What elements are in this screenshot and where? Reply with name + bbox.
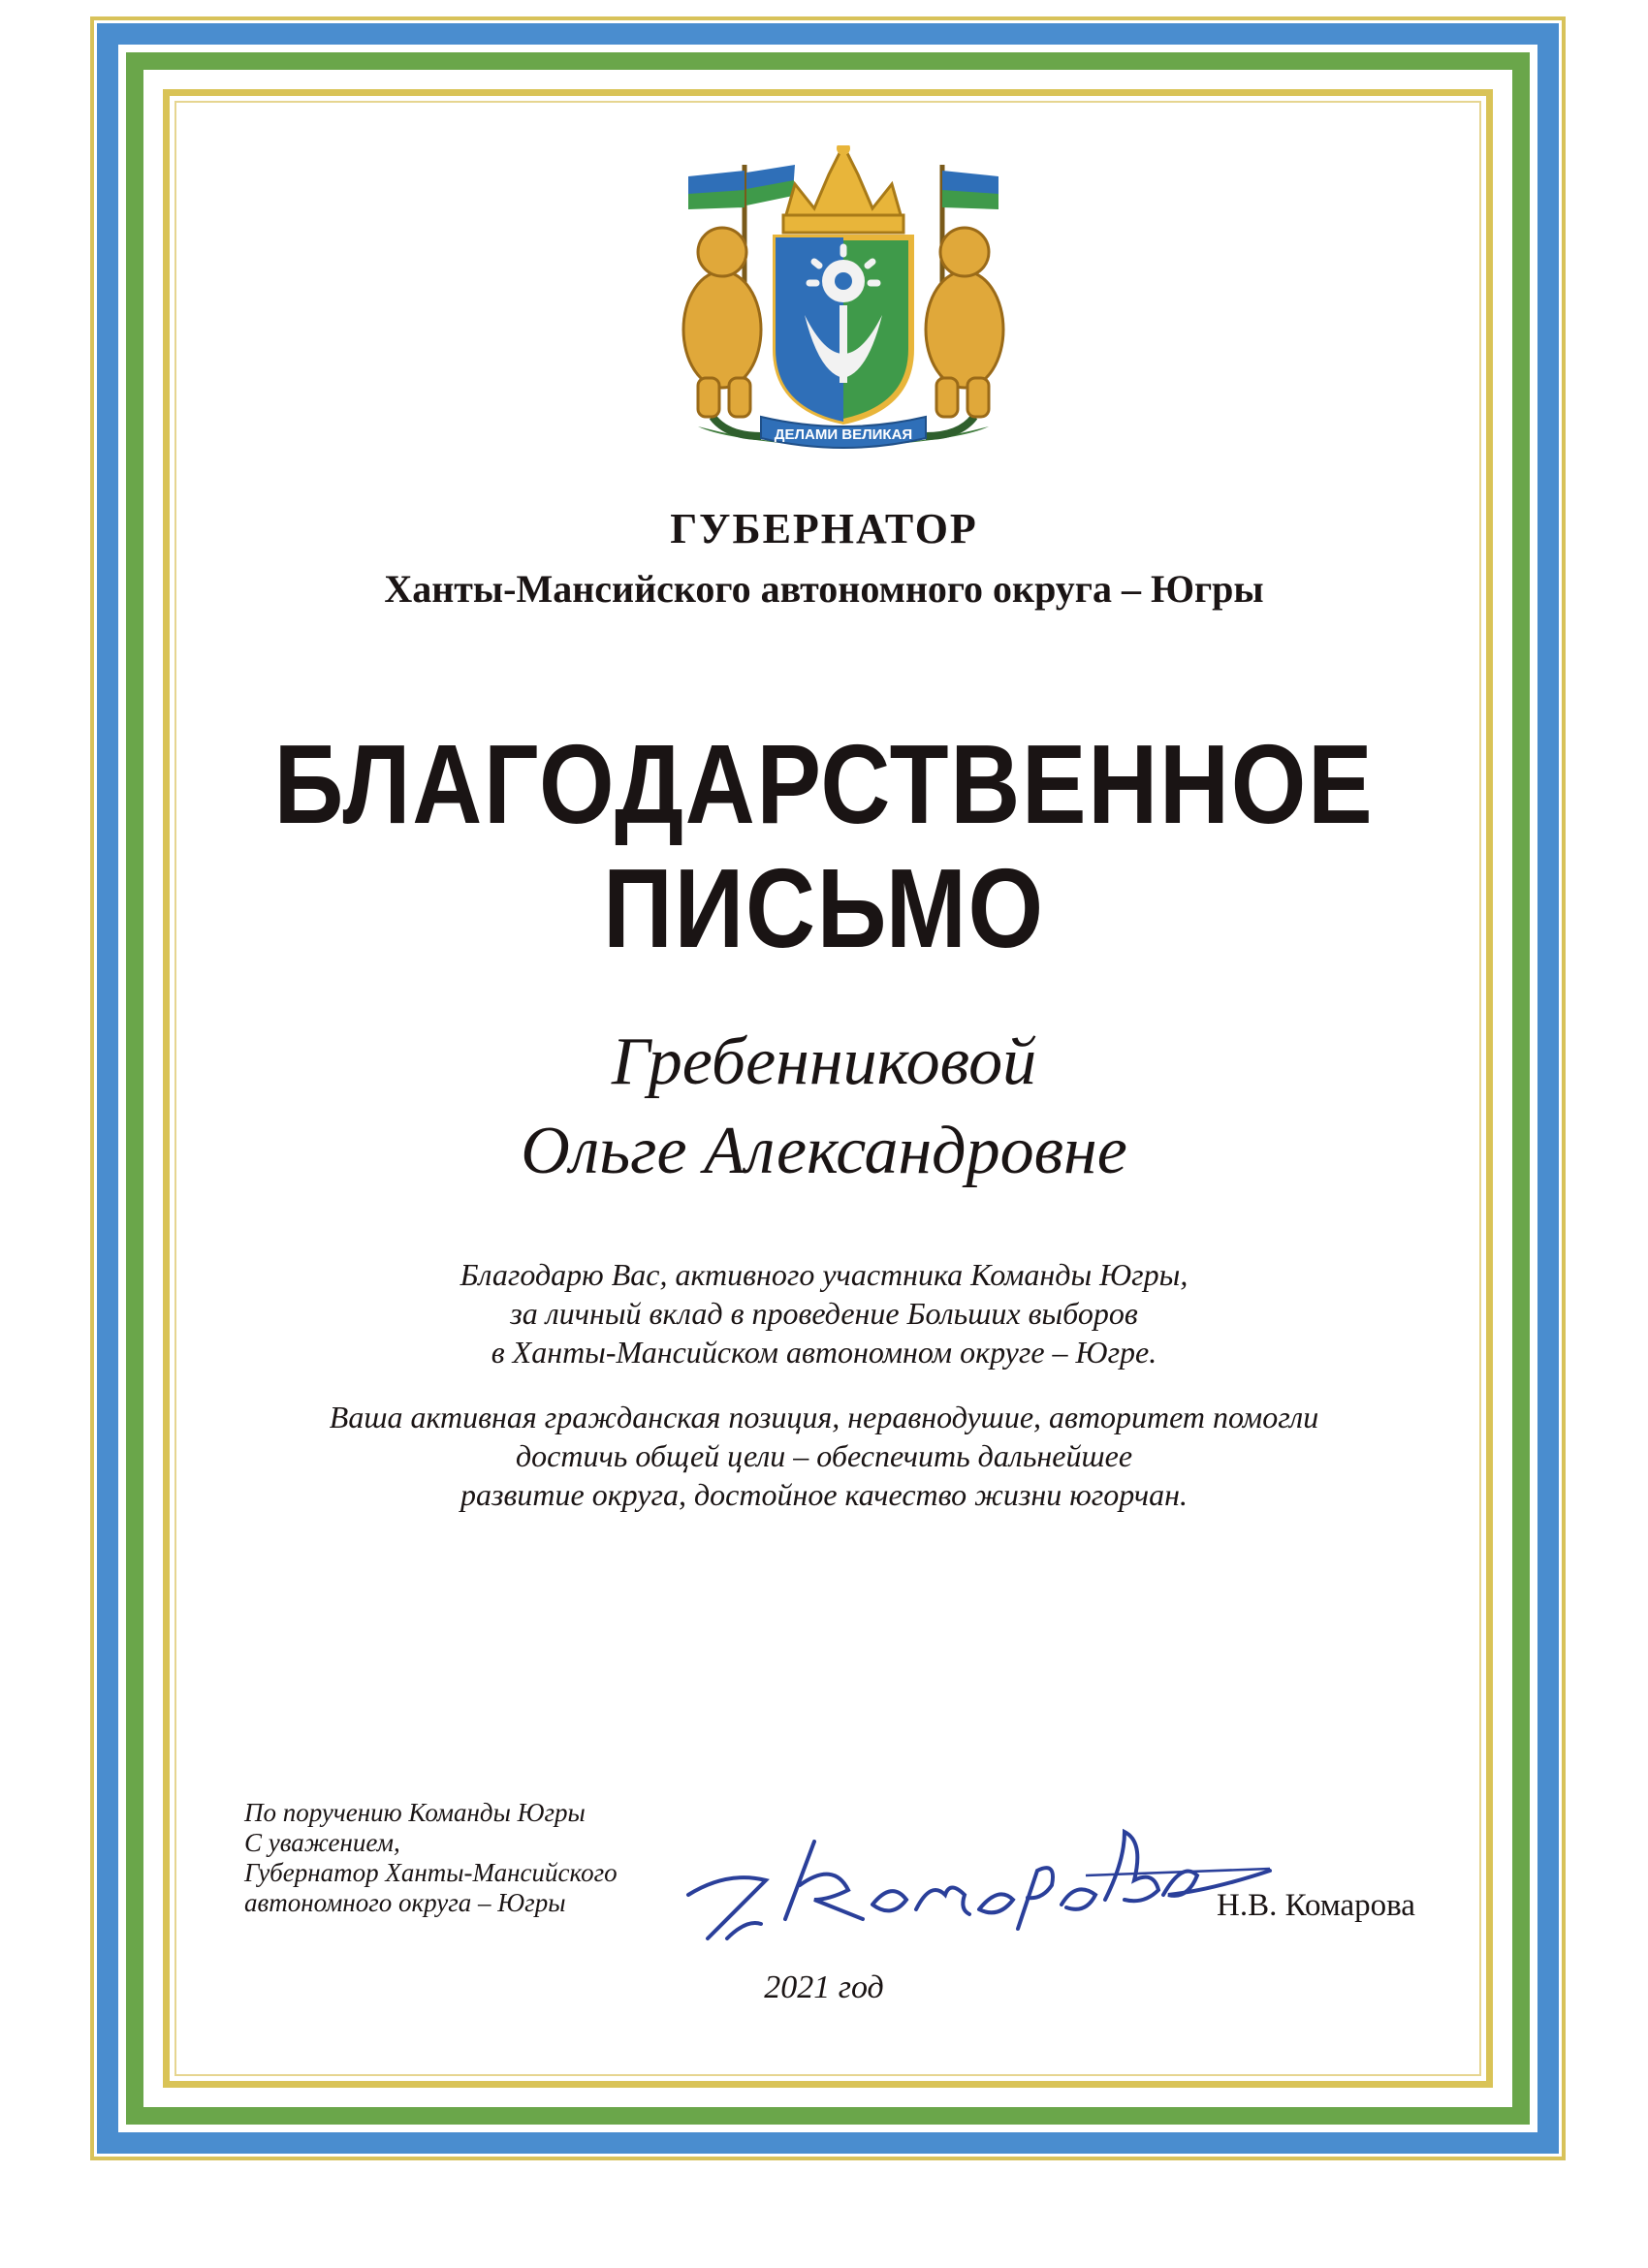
signature-line: Губернатор Ханты-Мансийского xyxy=(244,1858,618,1887)
body-line: Благодарю Вас, активного участника Команды Югры, xyxy=(460,1257,1188,1292)
signature-block xyxy=(244,1798,618,1918)
recipient-name xyxy=(0,1018,1648,1196)
recipient-surname: Гребенниковой xyxy=(611,1024,1037,1099)
governor-region: Ханты-Мансийского автономного округа – Югры xyxy=(384,567,1264,611)
signature-line: автономного округа – Югры xyxy=(244,1888,566,1917)
document-title-line1: БЛАГОДАРСТВЕННОЕ xyxy=(273,721,1375,847)
body-line: за личный вклад в проведение Больших выборов xyxy=(510,1296,1138,1331)
document-year: 2021 год xyxy=(764,1969,884,2005)
coat-of-arms-emblem xyxy=(669,145,1018,465)
body-line: развитие округа, достойное качество жизни югорчан. xyxy=(460,1477,1188,1512)
coat-of-arms-motto: ДЕЛАМИ ВЕЛИКАЯ xyxy=(774,426,913,443)
body-line: в Ханты-Мансийском автономном округе – Югре. xyxy=(491,1335,1157,1370)
recipient-given-name: Ольге Александровне xyxy=(521,1114,1127,1188)
body-line: достичь общей цели – обеспечить дальнейшее xyxy=(515,1438,1133,1473)
body-paragraph-1 xyxy=(0,1255,1648,1371)
signature-line: По поручению Команды Югры xyxy=(244,1798,586,1827)
body-line: Ваша активная гражданская позиция, неравнодушие, авторитет помогли xyxy=(329,1400,1319,1434)
signature-line: С уважением, xyxy=(244,1828,400,1857)
document-title xyxy=(115,722,1533,970)
body-paragraph-2 xyxy=(0,1398,1648,1514)
governor-title: ГУБЕРНАТОР xyxy=(670,505,978,552)
handwritten-signature xyxy=(669,1803,1280,1958)
document-title-line2: ПИСЬМО xyxy=(603,845,1045,971)
signatory-name: Н.В. Комарова xyxy=(1217,1888,1415,1923)
